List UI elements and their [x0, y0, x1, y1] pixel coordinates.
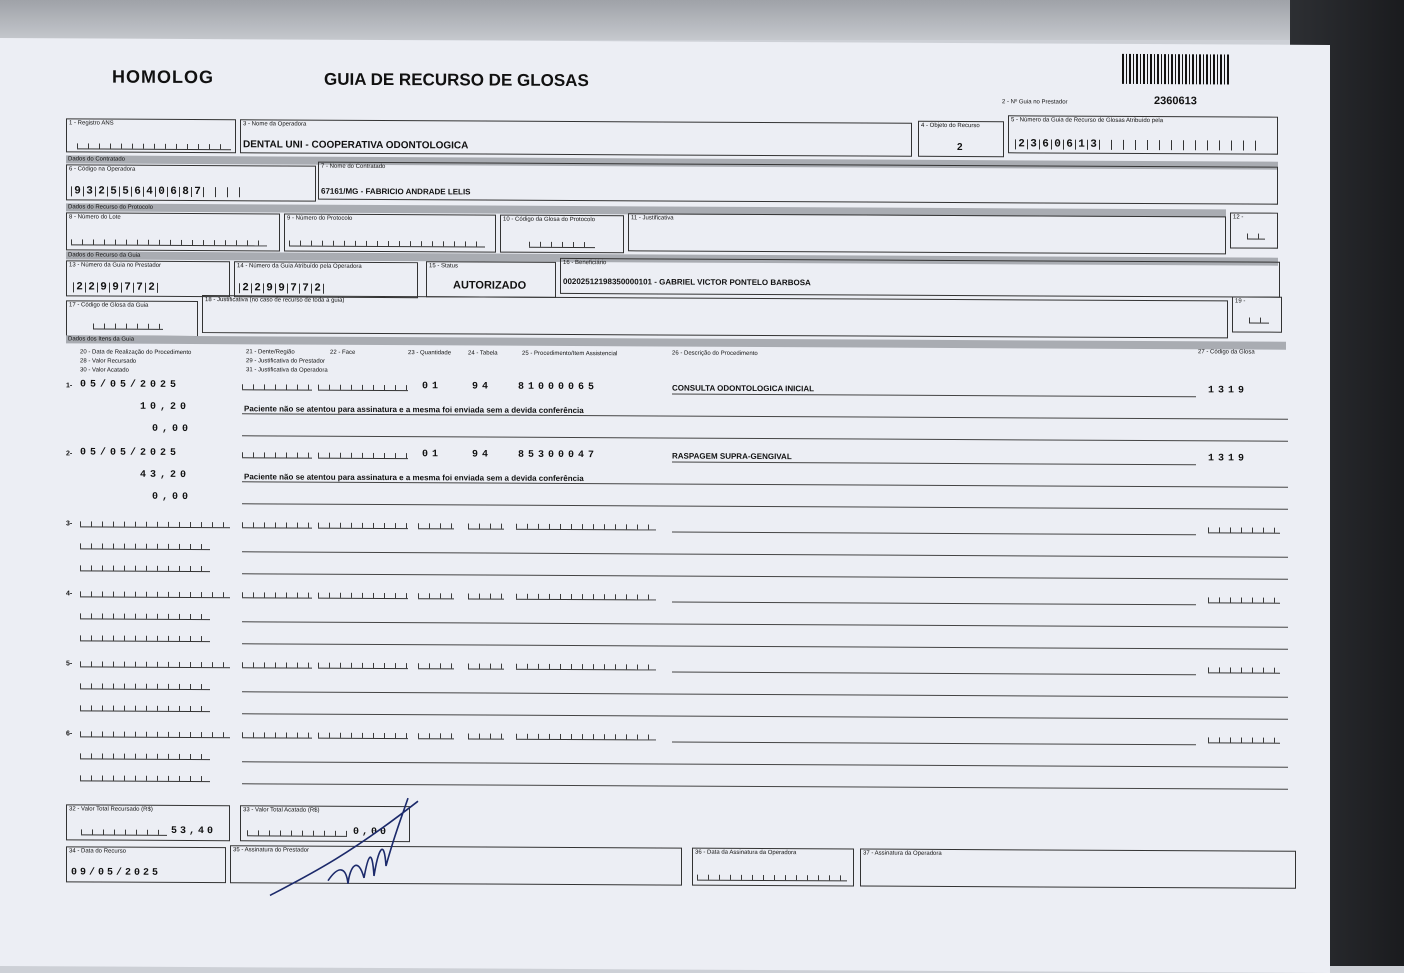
digit-cell: 1 — [1075, 140, 1087, 150]
digit-cell: 6 — [131, 187, 143, 197]
digit-cell: 5 — [107, 187, 119, 197]
field5-label: 5 - Número da Guia de Recurso de Glosas Atribuído pela — [1011, 117, 1164, 125]
field19-label: 19 - — [1235, 298, 1246, 305]
digit-cell — [1231, 140, 1243, 150]
item-tooth-input[interactable] — [242, 728, 312, 738]
item-date: 05/05/2025 — [80, 447, 181, 459]
digit-cell: 2 — [239, 283, 251, 293]
field13-label: 13 - Número da Guia no Prestador — [69, 262, 162, 269]
field1-label: 1 - Registro ANS — [69, 120, 114, 127]
item-face-input[interactable] — [318, 589, 408, 599]
digit-cell: 7 — [299, 284, 311, 294]
item-justif2-line — [242, 435, 1288, 441]
section-contractor: Dados do Contratado — [66, 155, 1278, 169]
digit-cell: 0 — [155, 187, 167, 197]
field34-label: 34 - Data do Recurso — [69, 848, 127, 855]
item-justif-line — [242, 761, 1288, 767]
item-justif-line — [242, 691, 1288, 697]
field33-value: 0,00 — [353, 826, 390, 839]
digit-cell: 2 — [311, 284, 323, 294]
item-face-input[interactable] — [318, 519, 408, 529]
item-date-input[interactable] — [80, 657, 230, 668]
digit-cell — [1171, 140, 1183, 150]
field2-value: 2360613 — [1154, 95, 1197, 108]
field9-input[interactable] — [289, 237, 485, 248]
field10-label: 10 - Código da Glosa do Protocolo — [503, 216, 596, 224]
field15-label: 15 - Status — [429, 263, 459, 270]
item-acatado-input[interactable] — [80, 771, 210, 782]
item-tooth-input[interactable] — [242, 448, 312, 458]
col24-header: 24 - Tabela — [468, 350, 498, 357]
item-desc: CONSULTA ODONTOLOGICA INICIAL — [672, 383, 815, 394]
col29-header: 29 - Justificativa do Prestador — [246, 358, 326, 365]
field14-digits — [239, 280, 324, 293]
form-paper — [0, 38, 1330, 973]
digit-cell: 8 — [179, 187, 191, 197]
field12-input[interactable] — [1247, 230, 1265, 240]
item-date: 05/05/2025 — [80, 379, 181, 391]
item-qty-input[interactable] — [418, 589, 454, 599]
digit-cell — [1135, 140, 1147, 150]
item-recursado-input[interactable] — [80, 749, 210, 760]
field15-value: AUTORIZADO — [453, 279, 527, 292]
digit-cell: 4 — [143, 187, 155, 197]
field8-label: 8 - Número do Lote — [69, 214, 121, 221]
item-tooth-input[interactable] — [242, 658, 312, 668]
item-tooth-input[interactable] — [242, 380, 312, 390]
col27-header: 27 - Código da Glosa — [1198, 349, 1255, 356]
digit-cell: 3 — [83, 186, 95, 196]
digit-cell: 6 — [1039, 139, 1051, 149]
item-justif2-line — [242, 503, 1288, 509]
field12-box — [1230, 212, 1278, 248]
field4-label: 4 - Objeto do Recurso — [921, 122, 980, 130]
field18-box — [202, 295, 1228, 338]
field33-label: 33 - Valor Total Acatado (R$) — [243, 807, 320, 814]
item-recursado: 43,20 — [140, 469, 191, 481]
item-qty-input[interactable] — [418, 659, 454, 669]
digit-cell: 3 — [1087, 140, 1099, 150]
field37-label: 37 - Assinatura da Operadora — [863, 850, 942, 857]
field5-box — [1008, 115, 1278, 154]
section-protocol: Dados do Recurso do Protocolo — [66, 203, 1226, 217]
field4-value: 2 — [957, 142, 963, 154]
digit-cell: 9 — [71, 186, 83, 196]
item-justif-line — [242, 621, 1288, 627]
field9-label: 9 - Número do Protocolo — [287, 215, 353, 222]
digit-cell — [1123, 140, 1135, 150]
digit-cell — [1111, 140, 1123, 150]
item-acatado-input[interactable] — [80, 701, 210, 712]
digit-cell: 2 — [73, 282, 85, 292]
item-table-input[interactable] — [468, 729, 504, 739]
item-justif2-line — [242, 713, 1288, 719]
item-qty: 01 — [422, 449, 443, 461]
item-desc-line — [672, 532, 1196, 536]
item-glosa-input[interactable] — [1208, 733, 1280, 743]
digit-cell — [1195, 140, 1207, 150]
field3-box — [240, 119, 912, 157]
item-desc: RASPAGEM SUPRA-GENGIVAL — [672, 451, 792, 462]
digit-cell: 6 — [167, 187, 179, 197]
field16-label: 16 - Beneficiário — [563, 259, 607, 267]
col28-header: 28 - Valor Recursado — [80, 358, 137, 365]
digit-cell — [1207, 140, 1219, 150]
item-glosa: 1319 — [1208, 453, 1249, 465]
col31-header: 31 - Justificativa da Operadora — [246, 367, 328, 374]
item-number: 6- — [66, 730, 73, 738]
item-desc-line — [672, 602, 1196, 606]
digit-cell: 2 — [251, 283, 263, 293]
field17-input[interactable] — [93, 319, 163, 329]
field13-digits — [73, 279, 158, 292]
field16-box — [560, 258, 1280, 298]
item-justif-line — [242, 551, 1288, 557]
item-justif2-line — [242, 783, 1288, 789]
field4-box — [918, 121, 1004, 157]
item-glosa-input[interactable] — [1208, 593, 1280, 603]
item-qty-input[interactable] — [418, 729, 454, 739]
field32-box — [66, 804, 230, 841]
digit-cell: 7 — [133, 283, 145, 293]
field36-input[interactable] — [697, 871, 847, 882]
field34-box — [66, 846, 226, 883]
item-table-input[interactable] — [468, 659, 504, 669]
digit-cell — [1159, 140, 1171, 150]
field18-label: 18 - Justificativa (no caso de recurso de toda a guia) — [205, 297, 345, 304]
field14-label: 14 - Número da Guia Atribuído pela Operadora — [237, 263, 362, 270]
digit-cell: 3 — [1027, 139, 1039, 149]
item-face-input[interactable] — [318, 659, 408, 669]
field19-input[interactable] — [1249, 314, 1269, 324]
field17-label: 17 - Código de Glosa da Guia — [69, 302, 149, 309]
item-number: 2- — [66, 450, 73, 458]
field9-box — [284, 213, 496, 252]
item-justif: Paciente não se atentou para assinatura e a mesma foi enviada sem a devida conferência — [244, 472, 584, 484]
item-tooth-input[interactable] — [242, 518, 312, 528]
item-date-input[interactable] — [80, 727, 230, 738]
field15-box — [426, 261, 556, 298]
item-proc-input[interactable] — [516, 730, 656, 741]
digit-cell — [215, 187, 227, 197]
item-qty-input[interactable] — [418, 519, 454, 529]
item-proc: 85300047 — [518, 449, 599, 462]
col21-header: 21 - Dente/Região — [246, 349, 295, 356]
digit-cell: 7 — [121, 283, 133, 293]
field37-box — [860, 849, 1296, 889]
field10-box — [500, 215, 624, 254]
field32-label: 32 - Valor Total Recursado (R$) — [69, 806, 153, 813]
field1-input[interactable] — [77, 139, 231, 150]
field12-label: 12 - — [1233, 214, 1244, 221]
digit-cell — [1099, 140, 1111, 150]
item-desc-line — [672, 742, 1196, 746]
item-table: 94 — [472, 449, 493, 461]
item-acatado: 0,00 — [152, 423, 193, 436]
field8-input[interactable] — [71, 235, 267, 246]
digit-cell: 2 — [85, 282, 97, 292]
digit-cell: 9 — [97, 283, 109, 293]
item-date-input[interactable] — [80, 517, 230, 528]
field7-box — [318, 162, 1278, 205]
item-glosa: 1319 — [1208, 385, 1249, 397]
item-justif2-line — [242, 573, 1288, 579]
digit-cell: 2 — [145, 283, 157, 293]
field1-box — [66, 118, 236, 153]
item-number: 5- — [66, 660, 73, 668]
item-number: 4- — [66, 590, 73, 598]
item-face-input[interactable] — [318, 381, 408, 391]
digit-cell — [1183, 140, 1195, 150]
field5-digits — [1015, 136, 1256, 150]
item-glosa-input[interactable] — [1208, 523, 1280, 533]
field11-label: 11 - Justificativa — [631, 215, 674, 222]
item-proc-input[interactable] — [516, 590, 656, 601]
item-recursado-input[interactable] — [80, 609, 210, 620]
digit-cell — [203, 187, 215, 197]
signature-mark — [268, 795, 428, 906]
field2-label: 2 - Nº Guia no Prestador — [1002, 99, 1068, 106]
field36-box — [692, 848, 854, 887]
field7-label: 7 - Nome do Contratado — [321, 163, 386, 171]
field35-label: 35 - Assinatura do Prestador — [233, 847, 310, 854]
field11-box — [628, 213, 1226, 254]
col20-header: 20 - Data de Realização do Procedimento — [80, 349, 192, 357]
background-top — [0, 0, 1404, 40]
digit-cell — [227, 187, 239, 197]
col30-header: 30 - Valor Acatado — [80, 367, 129, 374]
item-proc-input[interactable] — [516, 660, 656, 671]
digit-cell — [1147, 140, 1159, 150]
digit-cell: 2 — [95, 186, 107, 196]
field6-label: 6 - Código na Operadora — [69, 166, 136, 173]
item-recursado: 10,20 — [140, 401, 191, 413]
item-tooth-input[interactable] — [242, 588, 312, 598]
field7-value: 67161/MG - FABRICIO ANDRADE LELIS — [321, 186, 471, 197]
section-items: Dados dos Itens da Guia — [66, 335, 1286, 349]
item-proc-input[interactable] — [516, 520, 656, 531]
col22-header: 22 - Face — [330, 349, 356, 356]
item-justif-line — [242, 481, 1288, 487]
digit-cell: 6 — [1063, 140, 1075, 150]
field17-box — [66, 300, 198, 337]
field6-digits — [71, 183, 240, 197]
field3-label: 3 - Nome da Operadora — [243, 121, 307, 128]
field32-ticks — [81, 825, 167, 835]
digit-cell: 9 — [275, 283, 287, 293]
digit-cell: 0 — [1051, 140, 1063, 150]
field19-box — [1232, 296, 1282, 332]
item-acatado-input[interactable] — [80, 631, 210, 642]
digit-cell: 9 — [263, 283, 275, 293]
col23-header: 23 - Quantidade — [408, 350, 452, 357]
brand-logo: HOMOLOG — [112, 66, 214, 88]
item-table-input[interactable] — [468, 589, 504, 599]
field36-label: 36 - Data da Assinatura da Operadora — [695, 849, 797, 857]
item-recursado-input[interactable] — [80, 539, 210, 550]
item-proc: 81000065 — [518, 381, 599, 394]
digit-cell: 2 — [1015, 139, 1027, 149]
item-justif2-line — [242, 643, 1288, 649]
item-number: 3- — [66, 520, 73, 528]
field6-box — [66, 164, 316, 201]
item-face-input[interactable] — [318, 729, 408, 739]
digit-cell: 7 — [191, 187, 203, 197]
item-table: 94 — [472, 381, 493, 393]
field14-box — [234, 261, 418, 298]
item-justif: Paciente não se atentou para assinatura e a mesma foi enviada sem a devida conferência — [244, 404, 584, 416]
item-face-input[interactable] — [318, 449, 408, 459]
item-date-input[interactable] — [80, 587, 230, 598]
item-desc-line — [672, 394, 1196, 398]
digit-cell: 5 — [119, 187, 131, 197]
item-desc-line — [672, 462, 1196, 466]
section-guide: Dados do Recurso da Guia — [66, 251, 1278, 265]
form-title: GUIA DE RECURSO DE GLOSAS — [324, 69, 589, 91]
item-qty: 01 — [422, 381, 443, 393]
item-justif-line — [242, 413, 1288, 419]
field13-box — [66, 260, 230, 297]
digit-cell — [1219, 140, 1231, 150]
item-number: 1- — [66, 382, 73, 390]
field34-value: 09/05/2025 — [71, 867, 162, 879]
digit-cell: 7 — [287, 284, 299, 294]
digit-cell: 9 — [109, 283, 121, 293]
col26-header: 26 - Descrição do Procedimento — [672, 350, 758, 357]
field3-value: DENTAL UNI - COOPERATIVA ODONTOLOGICA — [243, 139, 469, 152]
item-table-input[interactable] — [468, 519, 504, 529]
field10-input[interactable] — [529, 238, 595, 248]
field16-value: 00202512198350000101 - GABRIEL VICTOR PONTELO BARBOSA — [563, 276, 811, 288]
field8-box — [66, 212, 280, 251]
barcode — [1122, 54, 1230, 85]
field32-value: 53,40 — [171, 825, 217, 838]
item-desc-line — [672, 672, 1196, 676]
col25-header: 25 - Procedimento/Item Assistencial — [522, 350, 618, 358]
digit-cell — [1243, 141, 1255, 151]
item-glosa-input[interactable] — [1208, 663, 1280, 673]
item-recursado-input[interactable] — [80, 679, 210, 690]
item-acatado: 0,00 — [152, 491, 193, 504]
item-acatado-input[interactable] — [80, 561, 210, 572]
